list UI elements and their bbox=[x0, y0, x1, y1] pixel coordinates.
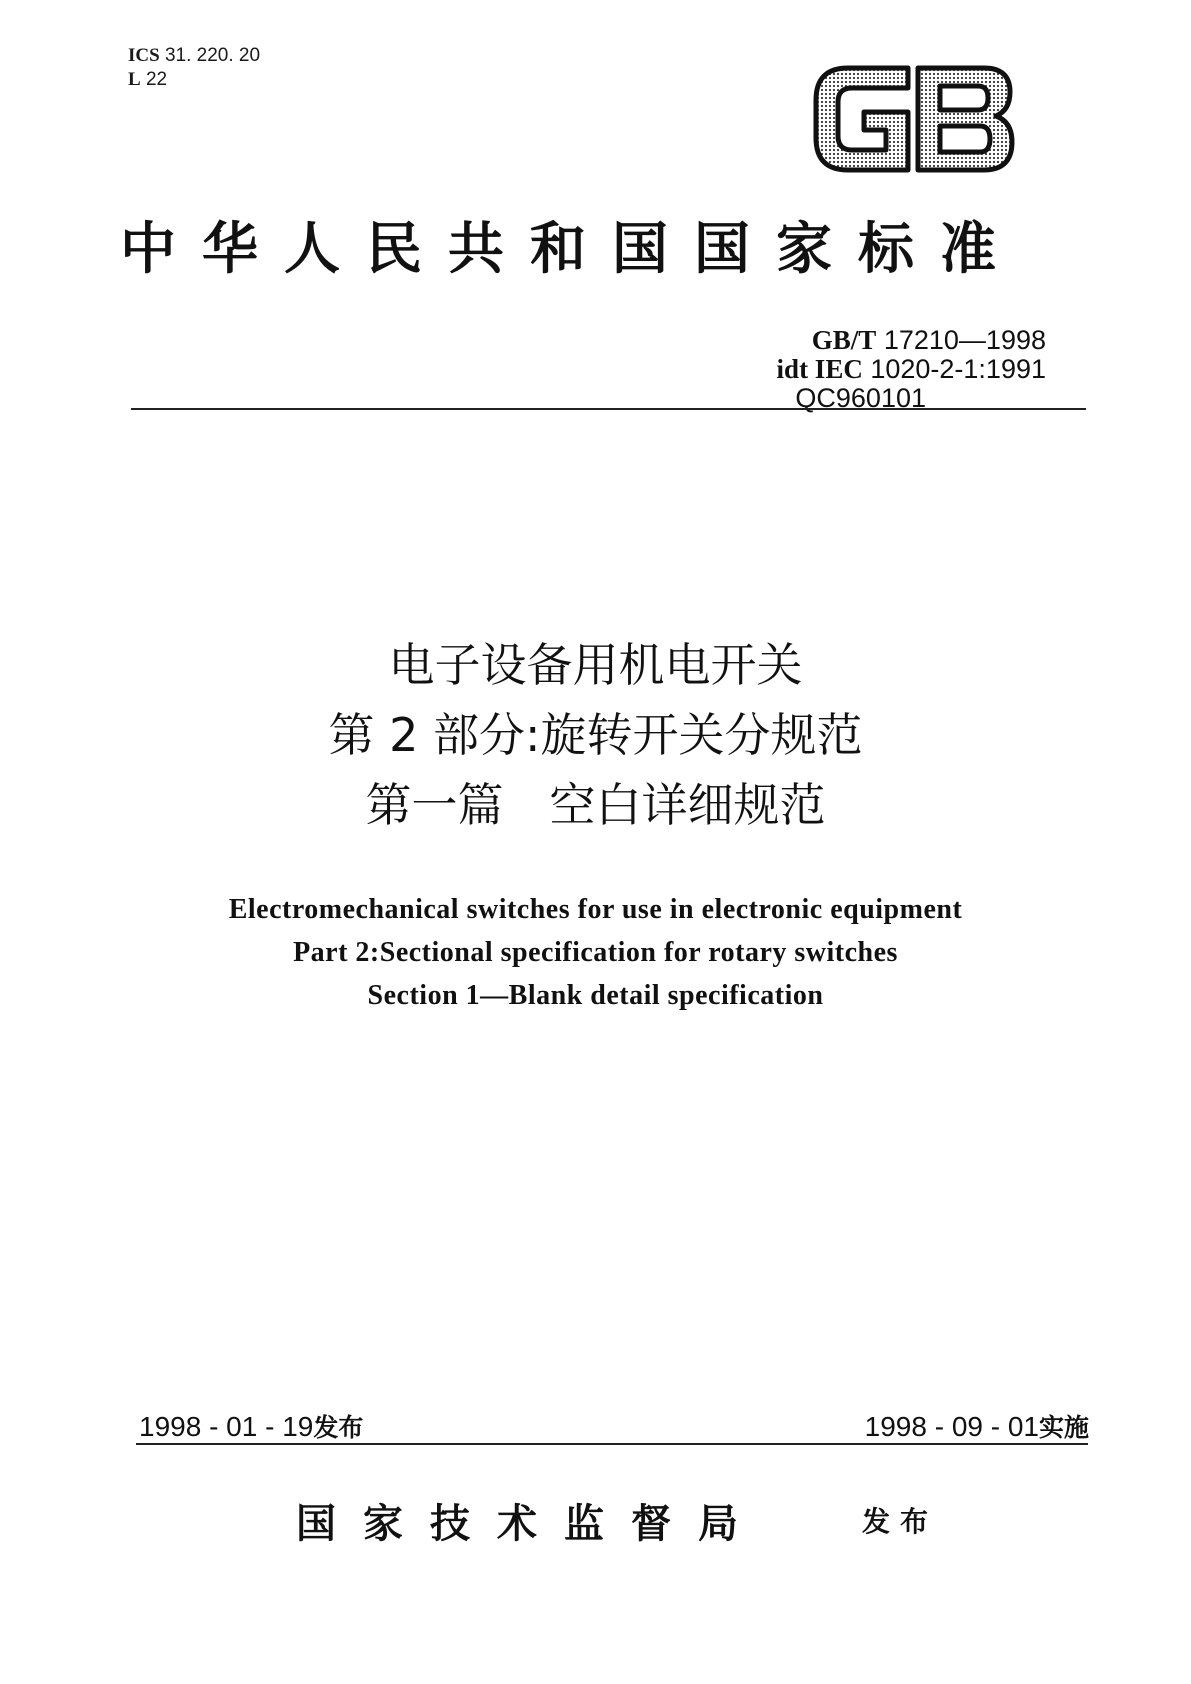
header-divider bbox=[131, 408, 1086, 410]
ccs-code: 22 bbox=[145, 69, 168, 90]
idt-number: 1020-2-1:1991 bbox=[870, 354, 1046, 384]
idt-line bbox=[777, 355, 1046, 384]
english-title-line-3: Section 1—Blank detail specification bbox=[367, 980, 824, 1011]
chinese-title bbox=[0, 630, 1191, 840]
chinese-title-line-2: 第 2 部分:旋转开关分规范 bbox=[328, 708, 863, 762]
publisher-name: 国家技术监督局 bbox=[296, 1500, 765, 1547]
english-title-line-2: Part 2:Sectional specification for rotary switches bbox=[293, 937, 898, 968]
standard-numbers bbox=[777, 326, 1046, 413]
ics-label: ICS bbox=[128, 45, 160, 66]
implement-label: 实施 bbox=[1038, 1413, 1089, 1442]
publisher-action: 发布 bbox=[862, 1505, 939, 1538]
implement-date: 1998 - 09 - 01 bbox=[864, 1411, 1039, 1442]
idt-prefix: idt IEC bbox=[776, 354, 863, 384]
issue-label: 发布 bbox=[313, 1413, 364, 1442]
gb-logo-icon bbox=[808, 60, 1018, 178]
footer-divider bbox=[136, 1443, 1088, 1445]
ccs-line bbox=[128, 68, 260, 92]
qc-number: QC960101 bbox=[795, 383, 926, 413]
issue-date-group bbox=[139, 1408, 363, 1444]
english-title bbox=[0, 888, 1191, 1017]
standard-number-line bbox=[777, 326, 1046, 355]
national-standard-title: 中华人民共和国国家标准 bbox=[120, 216, 1022, 282]
ics-code: 31. 220. 20 bbox=[164, 45, 261, 66]
classification-codes bbox=[128, 44, 260, 92]
issue-date: 1998 - 01 - 19 bbox=[139, 1411, 314, 1442]
ics-line bbox=[128, 44, 260, 68]
standard-number-prefix: GB/T bbox=[811, 325, 877, 355]
implement-date-group bbox=[865, 1408, 1089, 1444]
ccs-label: L bbox=[128, 69, 141, 90]
chinese-title-line-1: 电子设备用机电开关 bbox=[388, 638, 803, 692]
chinese-title-line-3: 第一篇 空白详细规范 bbox=[365, 778, 826, 832]
standard-number: 17210—1998 bbox=[883, 325, 1046, 355]
english-title-line-1: Electromechanical switches for use in electronic equipment bbox=[228, 894, 963, 925]
